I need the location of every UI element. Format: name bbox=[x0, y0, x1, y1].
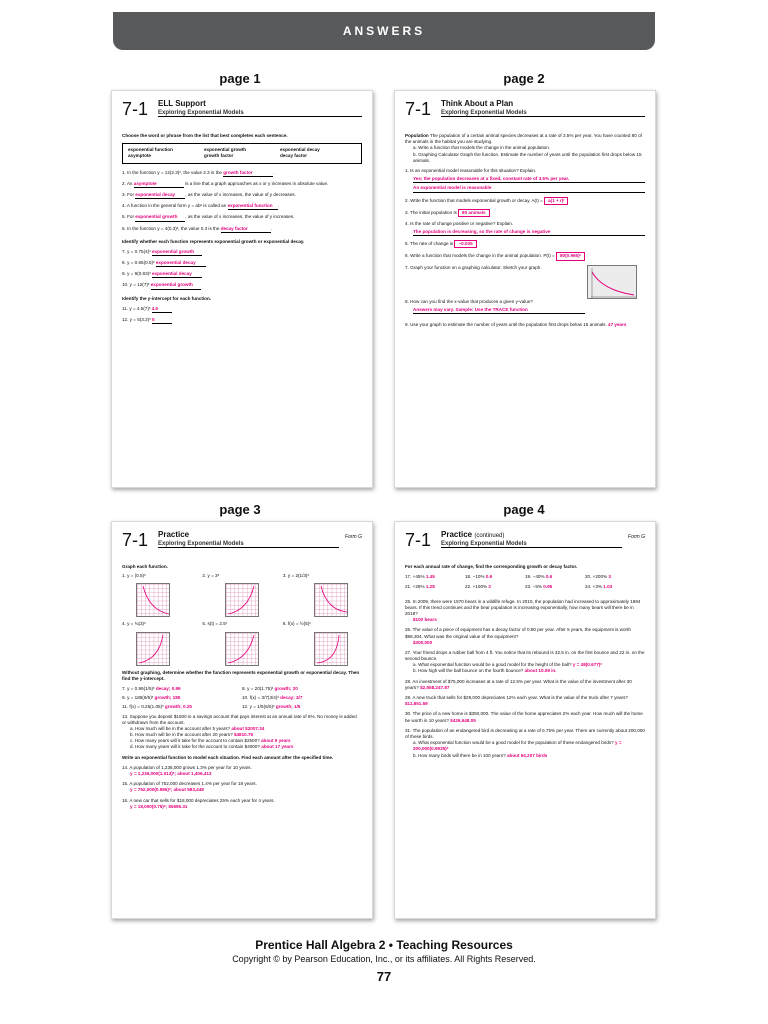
sheet-subtitle: Exploring Exponential Models bbox=[158, 110, 244, 116]
answer: 80(0.965)ᵗ bbox=[556, 252, 585, 260]
page-label-3: page 3 bbox=[219, 502, 261, 517]
footer-page-number: 77 bbox=[376, 969, 392, 984]
answer: Answers may vary. Sample: Use the TRACE function bbox=[413, 307, 585, 314]
page-2-header bbox=[405, 99, 645, 127]
lesson-number: 7-1 bbox=[122, 99, 149, 119]
page-label-1: page 1 bbox=[219, 71, 261, 86]
answer: growth factor bbox=[223, 170, 273, 177]
question-3: 3. For exponential decay , as the value of x increases, the value of y decreases. bbox=[122, 192, 362, 199]
question-26: 26. The value of a piece of equipment has a decay factor of 0.80 per year. After 5 years, the equipment is worth $98,304. What was the original value of the equipment? $300,000 bbox=[405, 627, 631, 645]
identify-heading: Identify whether each function represents exponential growth or exponential decay. bbox=[122, 238, 305, 244]
answer: exponential decay bbox=[135, 192, 185, 199]
page-4-sheet bbox=[394, 521, 656, 919]
question-5: 5. For exponential growth , as the value of x increases, the value of y increases. bbox=[122, 214, 362, 221]
answer: exponential growth bbox=[151, 282, 201, 289]
question-2: 2. An asymptote is a line that a graph approaches as x or y increases in absolute value. bbox=[122, 181, 362, 188]
question-2: 2. Write the function that models exponential growth or decay. A(t) = a(1 + r)ᵗ bbox=[405, 197, 645, 205]
question-8: 8. How can you find the x-value that produces a given y-value? Answers may vary. Sample: Use the TRACE function bbox=[405, 299, 645, 314]
question-27: 27. Your friend drops a rubber ball from 4 ft. You notice that its rebound is 32.5 in. on the first bounce and 22 in. on the second bounce. a. What exponential function would be a good model for the height of the ball? y = 48(0.677)ˣ b. How high will the ball bounce on the fourth bounce? about 10.08 in. bbox=[405, 649, 645, 674]
word-bank-item: exponential decay bbox=[280, 147, 320, 153]
page-1-sheet bbox=[111, 90, 373, 488]
sheet-title: Think About a Plan bbox=[441, 99, 514, 108]
footer-copyright: Copyright © by Pearson Education, Inc., or its affiliates. All Rights Reserved. bbox=[232, 954, 536, 964]
question-25: 25. In 2009, there were 1570 bears in a wildlife refuge. In 2010, the population had increased to approximately 1884 bears. If this trend continues and the bear population is increasing exponentially, how many bears will there be in 2018? 8100 bears bbox=[405, 598, 641, 623]
page-label-2: page 2 bbox=[503, 71, 545, 86]
question-14: 14. A population of 1,236,000 grows 1.3% per year for 10 years. y = 1,236,000(1.013)ˣ; about 1,406,413 bbox=[122, 764, 252, 776]
question-1: 1. In the function y = 12(2.3)ˣ, the value 2.3 is the growth factor . bbox=[122, 170, 362, 177]
rates-row-2: 21. +28% 1.28 22. +100% 2 23. −5% 0.95 24. +3% 1.03 bbox=[405, 584, 613, 590]
sheet-title: Practice bbox=[158, 530, 190, 539]
sheet-subtitle: Exploring Exponential Models bbox=[441, 541, 527, 547]
graph-grid bbox=[314, 632, 348, 666]
rates-heading: For each annual rate of change, find the corresponding growth or decay factor. bbox=[405, 564, 578, 569]
sheet-title: ELL Support bbox=[158, 99, 206, 108]
question-1: 1. Is an exponential model reasonable for this situation? Explain. Yes; the population decreases at a fixed, constant rate of 3.5% per year. An exponential model is reasonable bbox=[405, 168, 645, 193]
graph-grid bbox=[136, 583, 170, 617]
graph-row-1 bbox=[122, 583, 362, 617]
answer: exponential decay bbox=[156, 260, 206, 267]
sheet-subtitle: Exploring Exponential Models bbox=[158, 541, 244, 547]
instruction: Choose the word or phrase from the list that best completes each sentence. bbox=[122, 133, 288, 138]
word-bank-item: growth factor bbox=[204, 153, 234, 159]
question-28: 28. An investment of $75,000 increases at a rate of 12.5% per year. What is the value of the investment after 30 years? $2,558,247.87 bbox=[405, 678, 632, 690]
page-1-header bbox=[122, 99, 362, 127]
graph-grid bbox=[314, 583, 348, 617]
answers-banner: ANSWERS bbox=[113, 12, 655, 50]
question-10: 10. y = 12(7)ˣ exponential growth bbox=[122, 282, 362, 289]
page-3-header bbox=[122, 530, 362, 558]
intercept-heading: Identify the y-intercept for each function. bbox=[122, 295, 212, 301]
question-16: 16. A new car that sells for $18,000 depreciates 25% each year for 4 years. y = 18,000(0.75)ˣ; $5695.31 bbox=[122, 797, 275, 809]
questions-11-12: 11. f(x) = 0.25(1.05)ˣ growth; 0.25 12. y = 1/5(6/5)ˣ growth; 1/5 bbox=[122, 704, 301, 710]
lesson-number: 7-1 bbox=[405, 530, 432, 550]
footer-title: Prentice Hall Algebra 2 • Teaching Resources bbox=[255, 938, 513, 952]
answer: exponential growth bbox=[135, 214, 185, 221]
question-30: 30. The price of a new home is $350,000. The value of the home appreciates 2% each year. How much will the home be worth in 10 years? $426,648.05 bbox=[405, 711, 643, 723]
answer: The population is decreasing, so the rate of change is negative bbox=[413, 229, 645, 236]
questions-9-10: 9. y = 185(8/5)ˣ growth; 185 10. f(x) = 3/7(3/4)ˣ decay; 3/7 bbox=[122, 695, 303, 701]
answer: 5 bbox=[152, 317, 172, 324]
form-label: Form G bbox=[345, 534, 362, 540]
answer: An exponential model is reasonable bbox=[413, 185, 645, 192]
question-29: 29. A new truck that sells for $29,000 depreciates 12% each year. What is the value of the truck after 7 years? $11,851.59 bbox=[405, 695, 628, 707]
question-7: 7. y = 0.75(4)ˣ exponential growth bbox=[122, 249, 362, 256]
graph-labels-row-2: 4. y = ¾(3)ˣ 5. s(t) = 2.5ᵗ 6. f(x) = ½(5)ˣ bbox=[122, 621, 311, 627]
word-bank-item: exponential function bbox=[128, 147, 173, 153]
answer: decay factor bbox=[221, 226, 271, 233]
answer: 4.5 bbox=[152, 306, 172, 313]
question-4: 4. Is the rate of change positive or negative? Explain. The population is decreasing, so the rate of change is negative bbox=[405, 221, 645, 236]
word-bank-item: exponential growth bbox=[204, 147, 247, 153]
answer: exponential decay bbox=[152, 271, 202, 278]
question-6: 6. Write a function that models the change in the animal population. P(t) = 80(0.965)ᵗ bbox=[405, 252, 645, 260]
form-label: Form G bbox=[628, 534, 645, 540]
question-9: 9. Use your graph to estimate the number of years until the population first drops below 15 animals. 47 years bbox=[405, 322, 627, 327]
question-8: 8. y = 0.65(0.5)ˣ exponential decay bbox=[122, 260, 362, 267]
page-label-4: page 4 bbox=[503, 502, 545, 517]
word-bank bbox=[122, 143, 362, 163]
lesson-number: 7-1 bbox=[122, 530, 149, 550]
answer: exponential function bbox=[228, 203, 278, 210]
question-3: 3. The initial population is 80 animals bbox=[405, 209, 645, 217]
calculator-graph bbox=[587, 265, 637, 299]
question-6: 6. In the function y = 4(0.3)ˣ, the value 0.3 is the decay factor . bbox=[122, 226, 362, 233]
question-4: 4. A function in the general form y = abˣ is called an exponential function . bbox=[122, 203, 362, 210]
answer: −0.035 bbox=[454, 240, 476, 248]
sheet-title: Practice (continued) bbox=[441, 530, 505, 539]
graph-grid bbox=[136, 632, 170, 666]
question-15: 15. A population of 752,000 decreases 1.4% per year for 18 years. y = 752,000(0.986)ˣ; about 583,448 bbox=[122, 781, 257, 793]
question-11: 11. y = 4.5(7)ˣ 4.5 bbox=[122, 306, 362, 313]
rates-row-1: 17. +45% 1.45 18. −10% 0.9 19. −40% 0.6 20. +200% 3 bbox=[405, 574, 611, 580]
question-9: 9. y = 9(0.83)ˣ exponential decay bbox=[122, 271, 362, 278]
answer: asymptote bbox=[134, 181, 184, 188]
questions-7-8: 7. y = 0.99(1/5)ˣ decay; 0.99 8. y = 20(1.75)ˣ growth; 20 bbox=[122, 685, 298, 691]
answer: exponential growth bbox=[152, 249, 202, 256]
word-bank-item: decay factor bbox=[280, 153, 308, 159]
lesson-number: 7-1 bbox=[405, 99, 432, 119]
sheet-subtitle: Exploring Exponential Models bbox=[441, 110, 527, 116]
graph-heading: Graph each function. bbox=[122, 564, 168, 569]
answer: a(1 + r)ᵗ bbox=[544, 197, 568, 205]
graph-row-2 bbox=[122, 632, 362, 666]
page-4-header bbox=[405, 530, 645, 558]
graph-labels-row-1: 1. y = (0.5)ˣ 2. y = 3ˣ 3. y = 2(1/3)ˣ bbox=[122, 573, 309, 579]
question-5: 5. The rate of change is −0.035 bbox=[405, 240, 645, 248]
question-31: 31. The population of an endangered bird is decreasing at a rate of 0.75% per year. There are currently about 200,000 of these birds. a. What exponential function would be a good model for the population of these endangered birds? y = 200,000(0.9925)ˣ b. How many birds will there be in 100 years? about 94,207 birds bbox=[405, 727, 645, 758]
page-3-sheet bbox=[111, 521, 373, 919]
question-13: 13. Suppose you deposit $1500 in a savings account that pays interest at an annual rate of 6%. No money is added or withdrawn from the account. a. How much will be in the account after 5 years? about $2007.34 b. How much will be in the account after 20 years? $4810.76 c. How many years will it take for the account to contain $2500? about 9 years d. How many years will it take for the account to contain $4000? about 17 years bbox=[122, 713, 357, 750]
graph-grid bbox=[225, 583, 259, 617]
answer: 80 animals bbox=[458, 209, 490, 217]
answer: 47 years bbox=[608, 322, 627, 327]
answer: Yes; the population decreases at a fixed, constant rate of 3.5% per year. bbox=[413, 176, 645, 183]
page-2-sheet bbox=[394, 90, 656, 488]
word-bank-item: asymptote bbox=[128, 153, 151, 159]
question-7: 7. Graph your function on a graphing calculator. Sketch your graph. bbox=[405, 265, 645, 295]
question-12: 12. y = 5(3.2)ˣ 5 bbox=[122, 317, 362, 324]
without-graphing-heading: Without graphing, determine whether the function represents exponential growth or exponential decay. Then find the y-intercept. bbox=[122, 669, 360, 681]
graph-grid bbox=[225, 632, 259, 666]
intro: Population The population of a certain animal species decreases at a rate of 3.5% per year. You have counted 80 of the animals in the habitat you are studying. a. Write a function that models the change in the animal population. b. Graphing Calculator Graph the function. Estimate the number of years until the population first drops below 15 animals. bbox=[405, 133, 642, 163]
write-heading: Write an exponential function to model each situation. Find each amount after the specified time. bbox=[122, 754, 334, 760]
